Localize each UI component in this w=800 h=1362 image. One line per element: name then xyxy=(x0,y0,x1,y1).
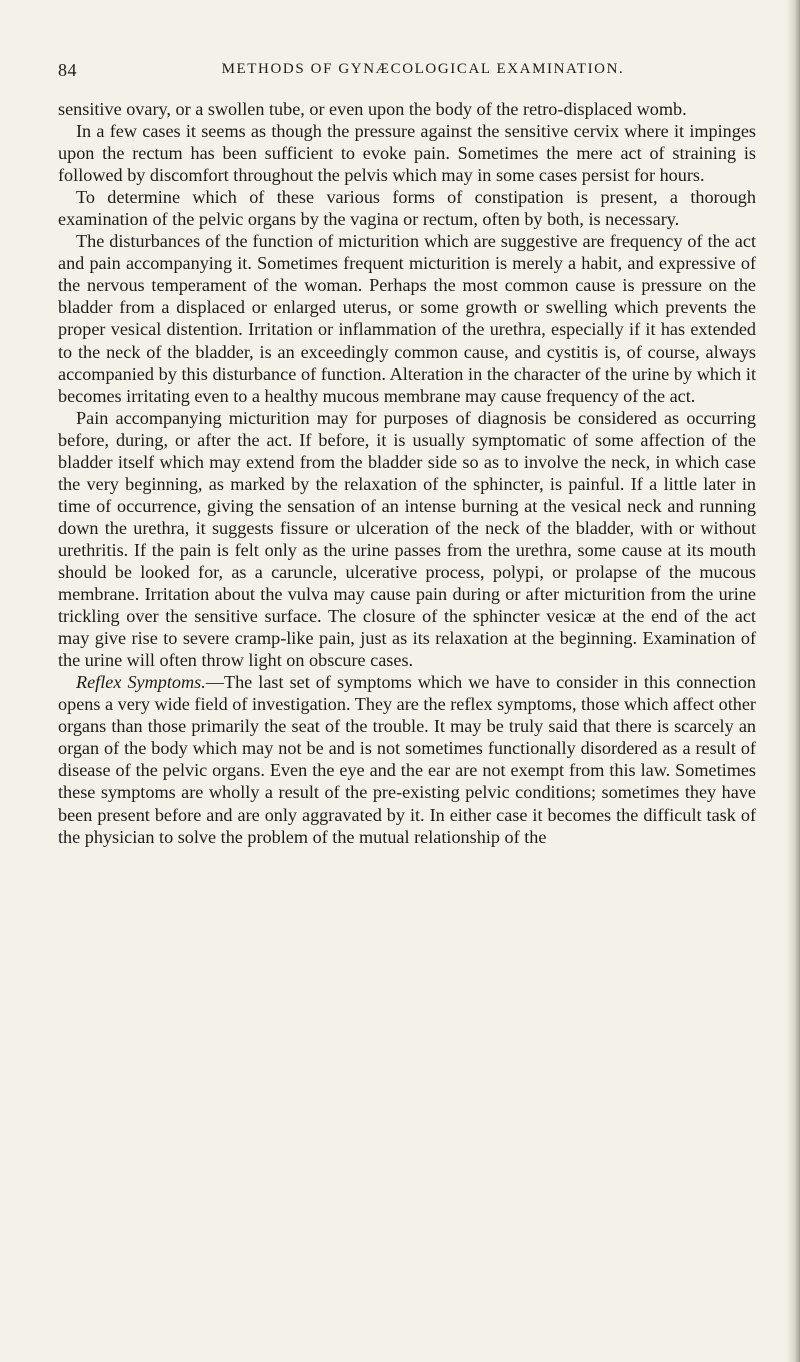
paragraph-continuation: sensitive ovary, or a swollen tube, or even upon the body of the retro-displaced womb. xyxy=(58,99,687,119)
paragraph-pressure-cervix: In a few cases it seems as though the pressure against the sensitive cervix where it impinges upon the rectum has been sufficient to evoke pain. Sometimes the mere act of straining is followed by discomfort throughout the pelvis which may in some cases persist for hours. xyxy=(58,121,756,186)
page-edge-shadow xyxy=(786,0,800,1362)
page-number: 84 xyxy=(58,60,77,80)
paragraph-reflex-symptoms xyxy=(58,671,756,847)
side-title-reflex-symptoms: Reflex Symptoms. xyxy=(76,672,206,693)
body-text xyxy=(58,98,756,848)
paragraph-micturition-disturbances: The disturbances of the function of micturition which are suggestive are frequency of the act and pain accompanying it. Sometimes frequent micturition is merely a habit, and expressive of the nervous temperament of the woman. Perhaps the most common cause is pressure on the bladder from a displaced or enlarged uterus, or some growth or swelling which prevents the proper vesical distention. Irritation or inflammation of the urethra, especially if it has extended to the neck of the bladder, is an exceedingly common cause, and cystitis is, of course, always accompanied by this disturbance of function. Alteration in the character of the urine by which it becomes irritating even to a healthy mucous membrane may cause frequency of the act. xyxy=(58,231,756,406)
running-title: METHODS OF GYNÆCOLOGICAL EXAMINATION. xyxy=(221,61,625,77)
paragraph-constipation-exam: To determine which of these various forms of constipation is present, a thorough examination of the pelvic organs by the vagina or rectum, often by both, is necessary. xyxy=(58,187,756,230)
paragraph-reflex-symptoms-text: —The last set of symptoms which we have to consider in this connection opens a very wide field of investigation. They are the reflex symptoms, those which affect other organs than those primarily the seat of the trouble. It may be truly said that there is scarcely an organ of the body which may not be and is not sometimes functionally disordered as a result of disease of the pelvic organs. Even the eye and the ear are not exempt from this law. Sometimes these symptoms are wholly a result of the pre-existing pelvic conditions; sometimes they have been present before and are only aggravated by it. In either case it becomes the difficult task of the physician to solve the problem of the mutual relationship of the xyxy=(58,672,757,847)
running-head xyxy=(58,60,758,86)
paragraph-micturition-pain: Pain accompanying micturition may for purposes of diagnosis be considered as occurring before, during, or after the act. If before, it is usually symptomatic of some affection of the bladder itself which may extend from the bladder side so as to involve the neck, in which case the very beginning, as marked by the relaxation of the sphincter, is painful. If a little later in time of occurrence, giving the sensation of an intense burning at the vesical neck and running down the urethra, it suggests fissure or ulceration of the neck of the bladder, with or without urethritis. If the pain is felt only as the urine passes from the urethra, some cause at its mouth should be looked for, as a caruncle, ulcerative process, polypi, or prolapse of the mucous membrane. Irritation about the vulva may cause pain during or after micturition from the urine trickling over the sensitive surface. The closure of the sphincter vesicæ at the end of the act may give rise to severe cramp-like pain, just as its relaxation at the beginning. Examination of the urine will often throw light on obscure cases. xyxy=(58,407,756,671)
